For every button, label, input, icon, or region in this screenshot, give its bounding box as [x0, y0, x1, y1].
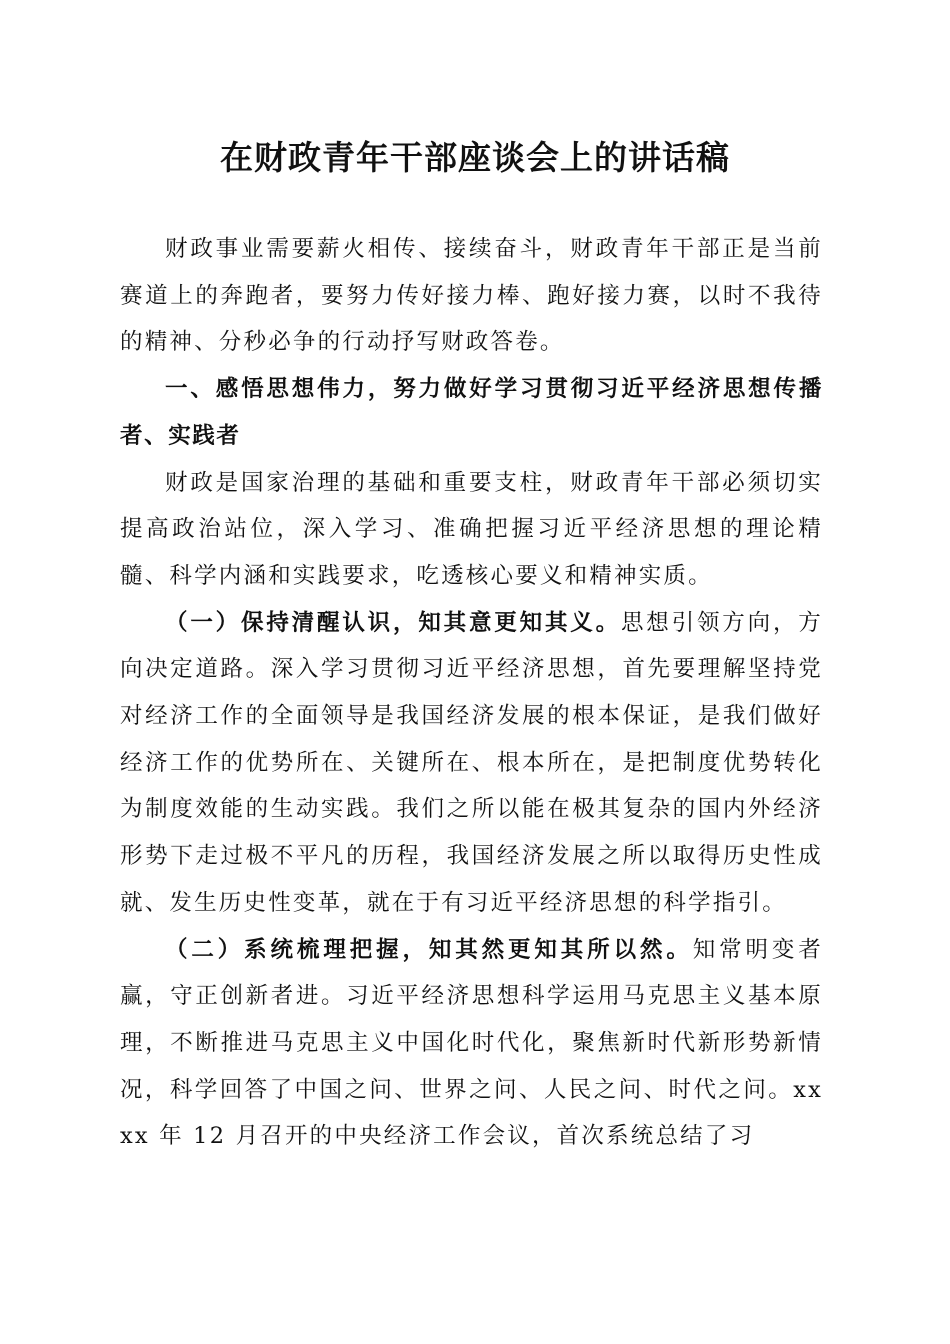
item-1-text: 思想引领方向，方向决定道路。深入学习贯彻习近平经济思想，首先要理解坚持党对经济工作的全面领导是我国经济发展的根本保证，是我们做好经济工作的优势所在、关键所在、根本所在，是把制度优势转化为制度效能的生动实践。我们之所以能在极其复杂的国内外经济形势下走过极不平凡的历程，我国经济发展之所以取得历史性成就、发生历史性变革，就在于有习近平经济思想的科学指引。 — [120, 609, 823, 916]
item-2-paragraph — [120, 927, 823, 1161]
document-title: 在财政青年干部座谈会上的讲话稿 — [220, 138, 730, 177]
section-1-paragraph: 财政是国家治理的基础和重要支柱，财政青年干部必须切实提高政治站位，深入学习、准确把握习近平经济思想的理论精髓、科学内涵和实践要求，吃透核心要义和精神实质。 — [120, 469, 823, 589]
item-2-text: 知常明变者赢，守正创新者进。习近平经济思想科学运用马克思主义基本原理，不断推进马克思主义中国化时代化，聚焦新时代新形势新情况，科学回答了中国之问、世界之问、人民之问、时代之问。xxxx 年 12 月召开的中央经济工作会议，首次系统总结了习 — [120, 936, 823, 1150]
item-1-lead: （一）保持清醒认识，知其意更知其义。 — [165, 609, 621, 636]
item-2-lead: （二）系统梳理把握，知其然更知其所以然。 — [165, 936, 693, 963]
document-body — [120, 226, 823, 1160]
section-1-heading: 一、感悟思想伟力，努力做好学习贯彻习近平经济思想传播者、实践者 — [120, 376, 823, 449]
item-1-paragraph — [120, 600, 823, 927]
intro-paragraph: 财政事业需要薪火相传、接续奋斗，财政青年干部正是当前赛道上的奔跑者，要努力传好接力棒、跑好接力赛，以时不我待的精神、分秒必争的行动抒写财政答卷。 — [120, 236, 823, 356]
